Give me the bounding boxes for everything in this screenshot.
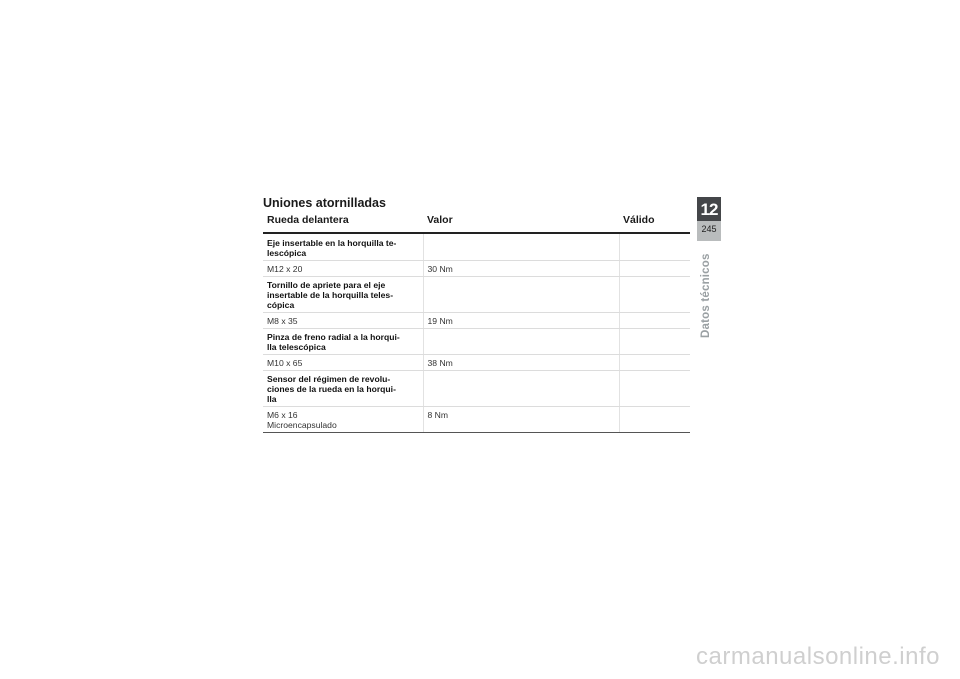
item-value: 30 Nm [423,261,619,277]
item-valid-empty [619,233,690,261]
item-valid [619,407,690,433]
table-row-spec [263,261,690,277]
table-header-row [263,211,690,233]
header-value: Valor [423,211,619,233]
section-title: Uniones atornilladas [263,196,386,210]
item-name: Eje insertable en la horquilla te- lescópica [263,233,423,261]
table-row-spec [263,355,690,371]
watermark: carmanualsonline.info [696,643,940,670]
item-spec: M6 x 16 Microencapsulado [263,407,423,433]
item-name: Sensor del régimen de revolu- ciones de la rueda en la horqui- lla [263,371,423,407]
item-valid-empty [619,277,690,313]
item-spec: M12 x 20 [263,261,423,277]
torque-table [263,211,690,433]
table-row-group [263,371,690,407]
item-spec: M10 x 65 [263,355,423,371]
chapter-side-title: Datos técnicos [700,253,712,338]
chapter-number: 12 [697,197,721,221]
table-row-group [263,233,690,261]
item-value: 19 Nm [423,313,619,329]
item-valid-empty [619,371,690,407]
table-row-spec [263,407,690,433]
item-name: Tornillo de apriete para el eje insertable de la horquilla teles- cópica [263,277,423,313]
item-value-empty [423,371,619,407]
item-valid [619,261,690,277]
item-valid-empty [619,329,690,355]
item-value-empty [423,233,619,261]
item-value: 8 Nm [423,407,619,433]
item-name: Pinza de freno radial a la horqui- lla telescópica [263,329,423,355]
table-row-group [263,329,690,355]
chapter-side-title-wrap [700,253,716,338]
item-value-empty [423,277,619,313]
page-number: 245 [701,224,717,234]
header-front-wheel: Rueda delantera [263,211,423,233]
table-row-group [263,277,690,313]
header-valid: Válido [619,211,690,233]
item-valid [619,355,690,371]
item-spec: M8 x 35 [263,313,423,329]
item-value: 38 Nm [423,355,619,371]
table-row-spec [263,313,690,329]
item-value-empty [423,329,619,355]
item-valid [619,313,690,329]
